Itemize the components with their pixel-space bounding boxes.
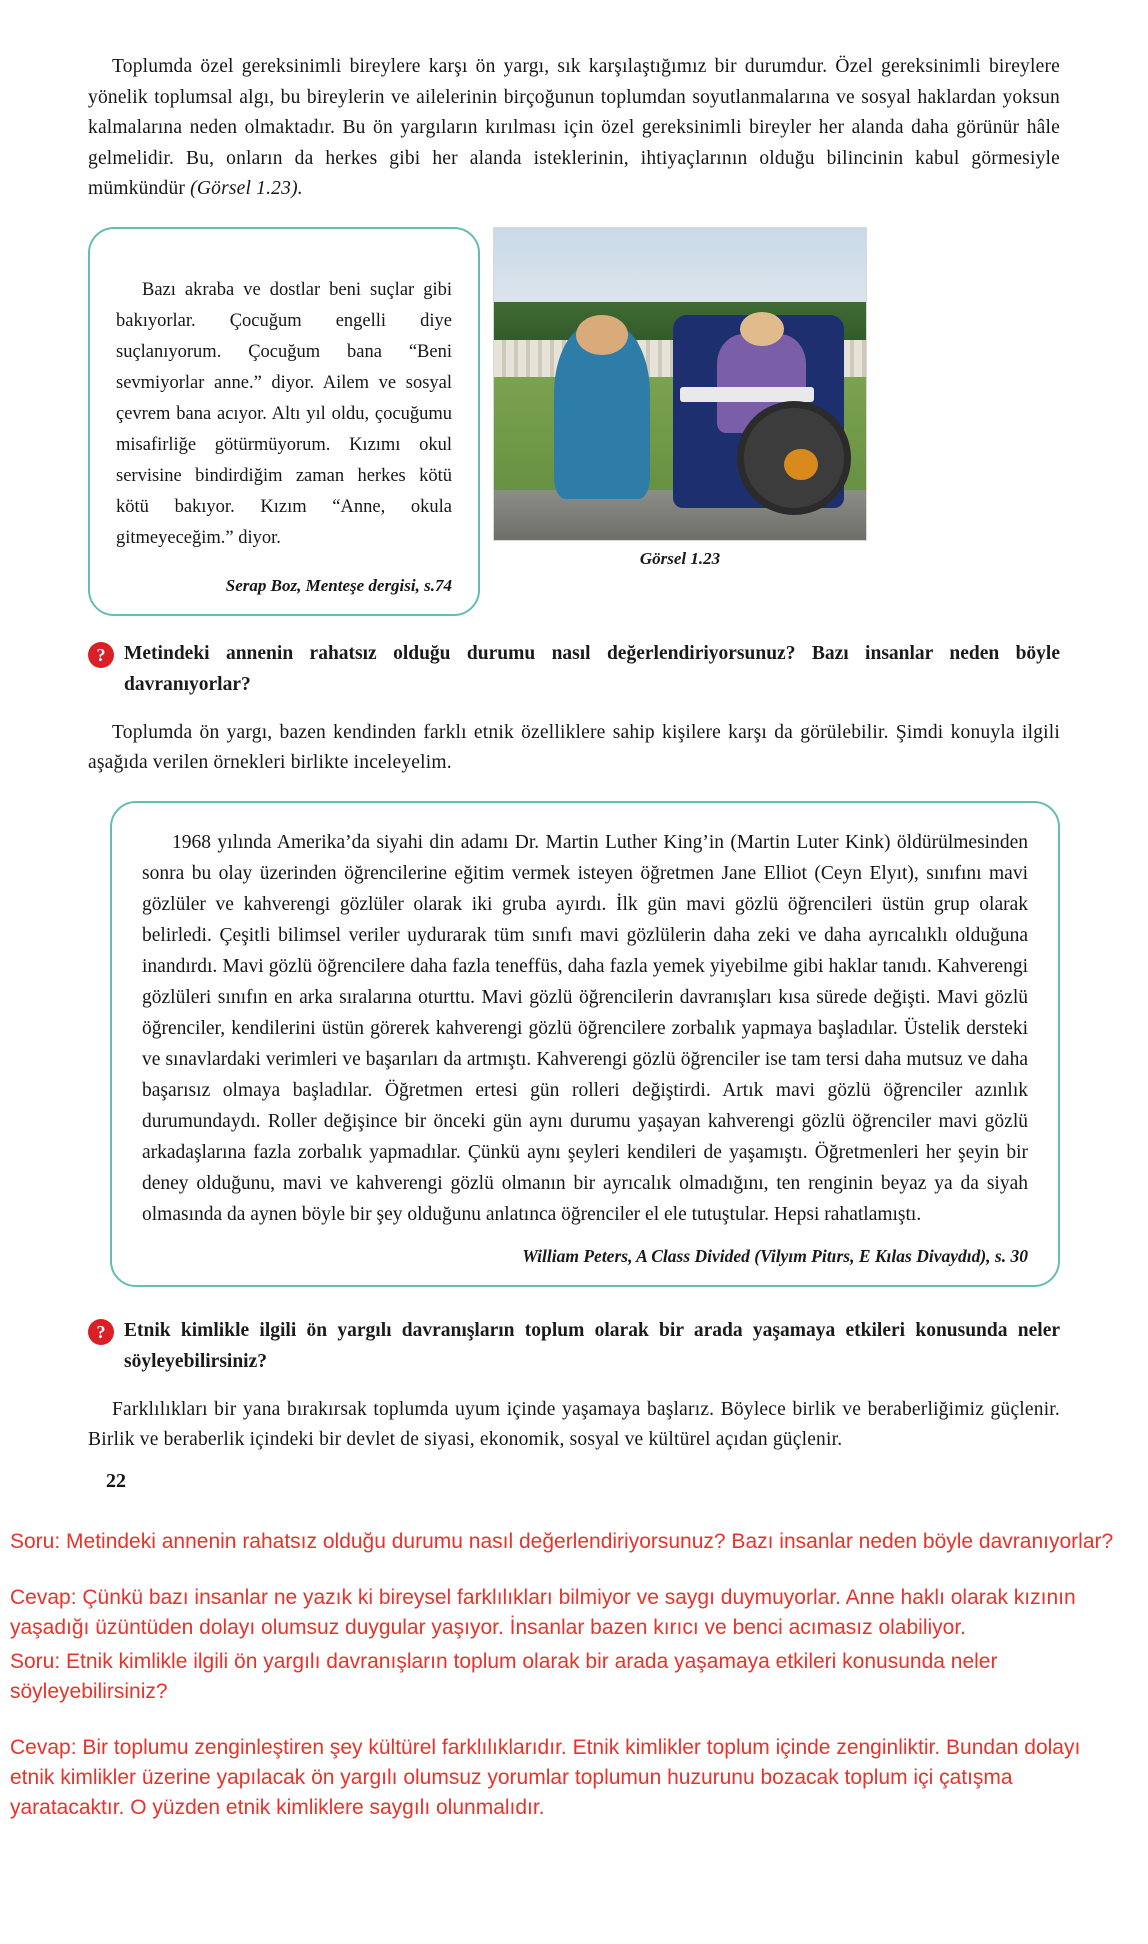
figure-1-23 [494,227,866,569]
testimonial-quote-text: Bazı akraba ve dostlar beni suçlar gibi bakıyorlar. Çocuğum engelli diye suçlanıyorum. Çocuğum bana “Beni sevmiyorlar anne.” diyor. Ailem ve sosyal çevrem bana acıyor. Altı yıl oldu, çocuğumu misafirliğe götürmüyorum. Kızımı okul servisine bindirdiğim zaman herkes kötü kötü bakıyor. Kızım “Anne, okula gitmeyeceğim.” diyor. [116,279,452,548]
page-number: 22 [106,1469,126,1492]
testimonial-quote-source: Serap Boz, Menteşe dergisi, s.74 [225,575,452,595]
answer-spacer-3 [10,1707,1130,1733]
question-mark-icon: ? [88,642,114,668]
story-box-source: William Peters, A Class Divided (Vilyım Pitırs, E Kılas Divaydıd), s. 30 [522,1245,1028,1266]
story-box [110,801,1060,1287]
intro-paragraph [88,52,1060,205]
figure-caption: Görsel 1.23 [639,548,721,568]
answer-response-2: Cevap: Bir toplumu zenginleştiren şey kültürel farklılıklarıdır. Etnik kimlikler toplum içinde zenginliktir. Bundan dolayı etnik kimlikler üzerine yapılacak ön yargılı olumsuz yorumlar toplumun huzurunu bozacak toplum içi çatışma yaratacaktır. O yüzden etnik kimliklere saygılı olunmalıdır. [10,1735,1081,1819]
photo-wheelchair-tray [680,387,814,403]
intro-paragraph-text: Toplumda özel gereksinimli bireylere karşı ön yargı, sık karşılaştığımız bir durumdur. Özel gereksinimli bireylere yönelik toplumsal algı, bu bireylerin ve ailelerinin birçoğunun toplumdan soyutlanmalarına ve sosyal haklardan yoksun kalmalarına neden olmaktadır. Bu ön yargıların kırılması için özel gereksinimli bireyler her alanda daha görünür hâle gelmelidir. Bu, onların da herkes gibi her alanda isteklerinin, ihtiyaçlarının olduğu bilincinin kabul görmesiyle mümkündür [88,56,1060,199]
closing-paragraph: Farklılıkları bir yana bırakırsak toplumda uyum içinde yaşamaya başlarız. Böylece birlik ve beraberliğimiz güçlenir. Birlik ve beraberlik içindeki bir devlet de siyasi, ekonomik, sosyal ve kültürel açıdan güçlenir. [88,1398,1060,1450]
answer-question-1: Soru: Metindeki annenin rahatsız olduğu durumu nasıl değerlendiriyorsunuz? Bazı insanlar neden böyle davranıyorlar? [10,1529,1114,1553]
question-row-1 [88,638,1060,700]
photo-wheel-hub [784,449,817,480]
wheelchair-photo [493,227,867,541]
answer-key-block [0,1527,1148,1863]
question-1-text: Metindeki annenin rahatsız olduğu durumu nasıl değerlendiriyorsunuz? Bazı insanlar neden böyle davranıyorlar? [124,642,1060,695]
quote-and-figure-row [88,227,1060,616]
story-box-text: 1968 yılında Amerika’da siyahi din adamı Dr. Martin Luther King’in (Martin Luter Kink) öldürülmesinden sonra bu olay üzerinden öğrencilerine eğitim vermek isteyen öğretmen Jane Elliot (Ceyn Elyıt), sınıfını mavi gözlüler ve kahverengi gözlüler olarak iki gruba ayırdı. İlk gün mavi gözlü öğrencileri üstün grup olarak belirledi. Çeşitli bilimsel veriler uydurarak tüm sınıfı mavi gözlülerin daha zeki ve daha ayrıcalıklı olduğuna inandırdı. Mavi gözlü öğrencilere daha fazla teneffüs, daha fazla yemek yiyebilme gibi haklar tanıdı. Kahverengi gözlüleri sınıfın en arka sıralarına oturttu. Mavi gözlü öğrencilerin davranışları kısa sürede değişti. Mavi gözlü öğrenciler, kendilerini üstün görerek kahverengi gözlü öğrencilere zorbalık yapmaya başladılar. Üstelik dersteki ve sınavlardaki verimleri ve başarıları da artmıştı. Kahverengi gözlü öğrenciler ise tam tersi daha mutsuz ve daha başarısız olmaya başladılar. Öğretmen ertesi gün rolleri değiştirdi. Artık mavi gözlü öğrenciler azınlık durumundaydı. Roller değişince bir önceki gün aynı durumu yaşayan kahverengi gözlü öğrenciler mavi gözlü arkadaşlarına fazla zorbalık yapmadılar. Çünkü aynı şeyleri kendileri de yaşamıştı. Öğretmenleri her şeyin bir deney olduğunu, mavi ve kahverengi gözlü olmanın bir ayrıcalık olmadığını, ten renginin beyaz ya da siyah olmasında da aynen böyle bir şey olduğunu anlatınca öğrenciler el ele tutuştular. Hepsi rahatlamıştı. [142,831,1028,1225]
answer-response-1: Cevap: Çünkü bazı insanlar ne yazık ki bireysel farklılıkları bilmiyor ve saygı duymuyorlar. Anne haklı olarak kızının yaşadığı üzüntüden dolayı olumsuz duygular yaşıyor. İnsanlar bazen kırıcı ve benci acımasız olabiliyor. [10,1585,1076,1639]
question-row-2 [88,1315,1060,1377]
question-mark-icon: ? [88,1319,114,1345]
intro-figure-reference: (Görsel 1.23). [190,178,303,199]
testimonial-quote-box [88,227,480,616]
mid-paragraph: Toplumda ön yargı, bazen kendinden farklı etnik özelliklere sahip kişilere karşı da görülebilir. Şimdi konuyla ilgili aşağıda verilen örnekleri birlikte inceleyelim. [88,721,1060,773]
answer-spacer-1 [10,1557,1130,1583]
answer-question-2: Soru: Etnik kimlikle ilgili ön yargılı davranışların toplum olarak bir arada yaşamaya etkileri konusunda neler söyleyebilirsiniz? [10,1649,998,1703]
photo-child-head [740,312,785,346]
question-2-text: Etnik kimlikle ilgili ön yargılı davranışların toplum olarak bir arada yaşamaya etkileri konusunda neler söyleyebilirsiniz? [124,1319,1060,1372]
photo-mother-head [576,315,628,356]
